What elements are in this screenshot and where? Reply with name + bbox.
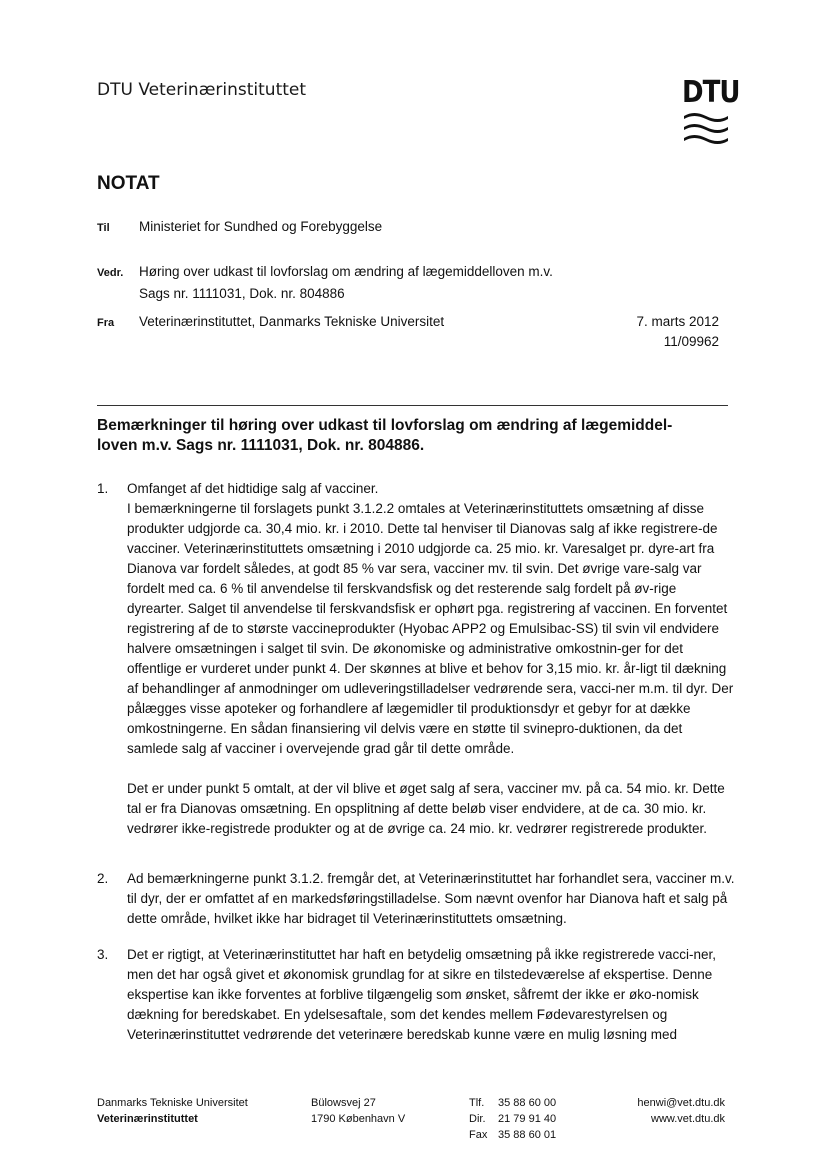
org-name: DTU Veterinærinstituttet (97, 80, 307, 100)
footer-university: Danmarks Tekniske Universitet (97, 1097, 248, 1109)
footer-dir-label: Dir. (469, 1113, 486, 1125)
item-number: 1. (97, 481, 109, 496)
footer-phone-labels (469, 1095, 487, 1143)
footer-phone-numbers (498, 1095, 556, 1143)
footer-address (311, 1095, 405, 1127)
item-1-paragraph-1: I bemærkningerne til forslagets punkt 3.1.2.2 omtales at Veterinærinstituttets omsætning af disse produkter udgjorde ca. 30,4 mio. kr. i 2010. Dette tal henviser til Dianovas salg af ikke registrere-de vacciner. Veterinærinstituttets omsætning i 2010 udgjorde ca. 25 mio. kr. Varesalget pr. dyre-art fra Dianova var fordelt således, at godt 85 % var sera, vacciner mv. til svin. Det øvrige vare-salg var fordelt med ca. 6 % til anvendelse til ferskvandsfisk og det resterende salg fordelt på øv-rige dyrearter. Salget til anvendelse til ferskvandsfisk er ophørt pga. registrering af vaccinen. En forventet registrering af de to største vaccineprodukter (Hyobac APP2 og Emulsibac-SS) til svin vil endvidere halvere omsætningen i salget til svin. De økonomiske og administrative omkostnin-ger for det offentlige er vurderet under punkt 4. Der skønnes at blive et behov for 3,15 mio. kr. år-ligt til dækning af behandlinger af anmodninger om udleveringstilladelser vedrørende sera, vacci-ner m.m. til dyr. Der pålægges visse apoteker og forhandlere af lægemidler til produktionsdyr et gebyr for at dække omkostningerne. En sådan finansiering vil delvis være en støtte til svinepro-duktionen, da det samlede salg af vacciner i overvejende grad går til dette område. (127, 501, 734, 756)
footer-fax-label: Fax (469, 1129, 488, 1141)
footer-street: Bülowsvej 27 (311, 1097, 376, 1109)
list-item-2 (97, 869, 737, 929)
footer-dir: 21 79 91 40 (498, 1113, 557, 1125)
item-2-paragraph: Ad bemærkningerne punkt 3.1.2. fremgår det, at Veterinærinstituttet har forhandlet sera, vacciner m.v. til dyr, der er omfattet af en markedsføringstilladelse. Som nævnt ovenfor har Dianova haft et salg på dette område, hvilket ikke har bidraget til Veterinærinstituttets omsætning. (127, 871, 735, 926)
document-ref: 11/09962 (663, 334, 719, 349)
footer-tlf-label: Tlf. (469, 1097, 485, 1109)
fra-label: Fra (97, 317, 115, 329)
vedr-line2: Sags nr. 1111031, Dok. nr. 804886 (139, 286, 345, 301)
footer-institute: Veterinærinstituttet (97, 1113, 198, 1125)
document-title: NOTAT (97, 173, 160, 194)
fra-value: Veterinærinstituttet, Danmarks Tekniske Universitet (139, 314, 445, 329)
til-value: Ministeriet for Sundhed og Forebyggelse (139, 219, 383, 234)
section-heading (97, 416, 737, 456)
item-number: 2. (97, 871, 109, 886)
til-label: Til (97, 222, 110, 234)
item-number: 3. (97, 947, 109, 962)
logo-text: DTU (682, 75, 740, 111)
vedr-line1: Høring over udkast til lovforslag om ændring af lægemiddelloven m.v. (139, 264, 553, 279)
item-1-title: Omfanget af det hidtidige salg af vacciner. (127, 481, 379, 496)
footer-web-link[interactable]: www.vet.dtu.dk (651, 1113, 725, 1125)
heading-line1: Bemærkninger til høring over udkast til lovforslag om ændring af lægemiddel- (97, 417, 673, 434)
footer-email-link[interactable]: henwi@vet.dtu.dk (637, 1097, 725, 1109)
heading-line2: loven m.v. Sags nr. 1111031, Dok. nr. 804886. (97, 437, 425, 454)
footer-contact (637, 1095, 725, 1127)
document-date: 7. marts 2012 (636, 314, 719, 329)
footer-tlf: 35 88 60 00 (498, 1097, 557, 1109)
item-1-paragraph-2: Det er under punkt 5 omtalt, at der vil blive et øget salg af sera, vacciner mv. på ca. 54 mio. kr. Dette tal er fra Dianovas omsætning. En opsplitning af dette beløb viser endvidere, at de ca. 30 mio. kr. vedrører ikke-registrede produkter og at de øvrige ca. 24 mio. kr. vedrører registrerede produkter. (127, 781, 725, 836)
footer-fax: 35 88 60 01 (498, 1129, 557, 1141)
list-item-3 (97, 945, 737, 1045)
footer-org (97, 1095, 248, 1127)
vedr-label: Vedr. (97, 267, 124, 279)
footer-city: 1790 København V (311, 1113, 406, 1125)
dtu-logo (682, 75, 740, 146)
divider (97, 405, 728, 406)
list-item-1 (97, 479, 737, 839)
dtu-wave-icon (682, 110, 730, 146)
item-3-paragraph: Det er rigtigt, at Veterinærinstituttet har haft en betydelig omsætning på ikke registrerede vacci-ner, men det har også givet et økonomisk grundlag for at sikre en tilstedeværelse af ekspertise. Denne ekspertise kan ikke forventes at forblive tilgængelig som ønsket, såfremt der ikke er øko-nomisk dækning for beredskabet. En ydelsesaftale, som det kendes mellem Fødevarestyrelsen og Veterinærinstituttet vedrørende det veterinære beredskab kunne være en mulig løsning med (127, 947, 717, 1042)
